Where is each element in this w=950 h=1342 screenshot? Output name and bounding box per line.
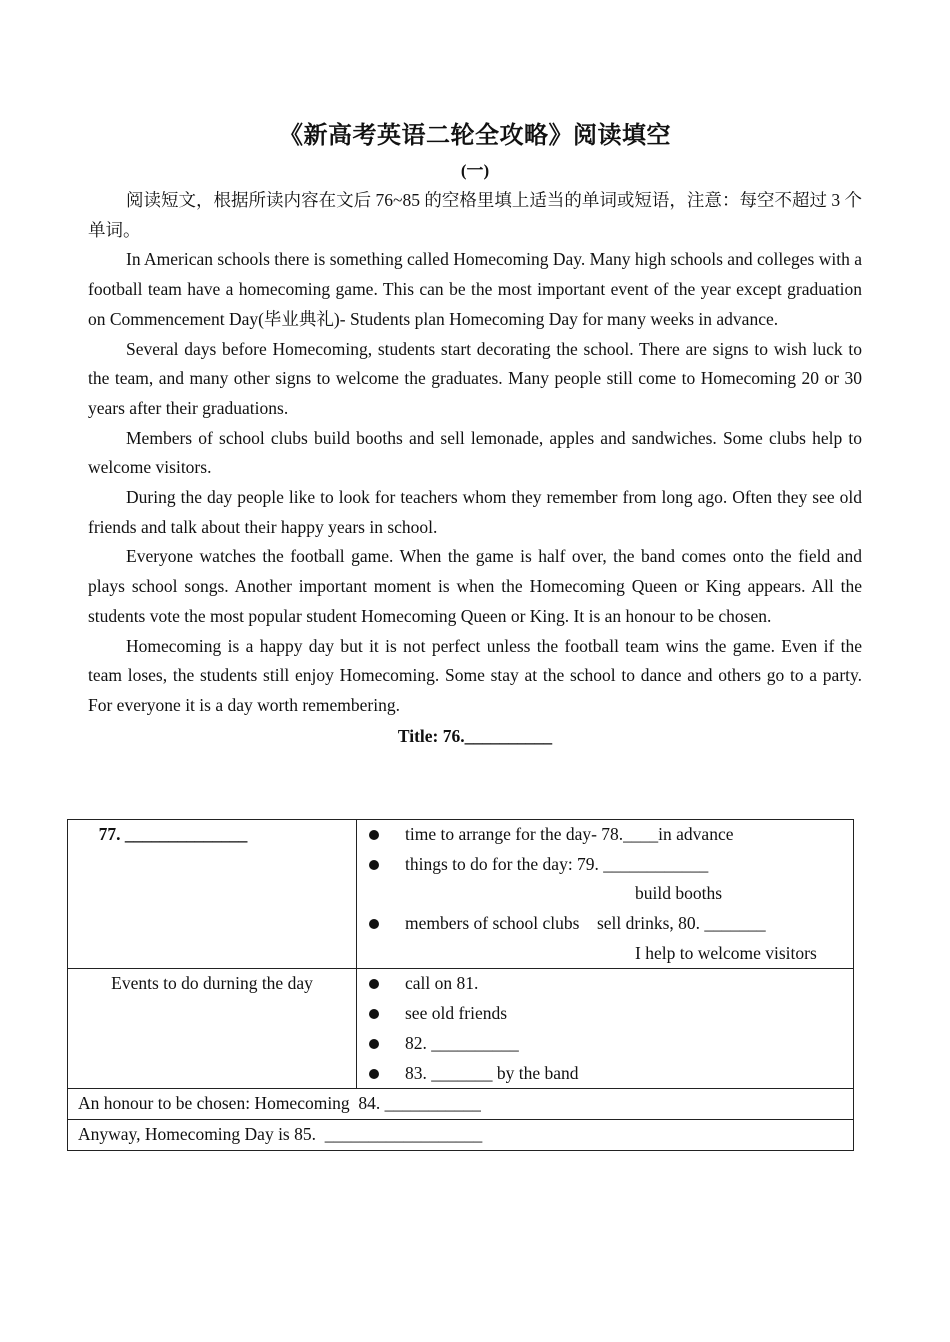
list-item-text: members of school clubs sell drinks, 80. _______ <box>405 913 766 934</box>
table-cell-row1-right <box>357 820 854 969</box>
list-item <box>357 1059 853 1089</box>
bullet-icon <box>369 860 379 870</box>
events-label: Events to do durning the day <box>111 973 313 994</box>
list-item-text: 82. __________ <box>405 1032 519 1053</box>
list-item <box>357 969 853 999</box>
passage-paragraph-5: Everyone watches the football game. When the game is half over, the band comes onto the field and plays school songs. Another important moment is when the Homecoming Queen or King appears. All the students vote the most popular student Homecoming Queen or King. It is an honour to be chosen. <box>88 546 862 626</box>
table-cell-84 <box>68 1089 854 1120</box>
bullet-icon <box>369 1039 379 1049</box>
bullet-icon <box>369 1009 379 1019</box>
document-title: 《新高考英语二轮全攻略》阅读填空 <box>279 123 671 149</box>
list-item-text: things to do for the day: 79. ____________ <box>405 853 709 874</box>
list-item-text: call on 81. <box>405 973 479 994</box>
table-row <box>68 820 854 969</box>
table-title: Title: 76.__________ <box>397 725 553 746</box>
table-cell-row2-right <box>357 969 854 1089</box>
list-item-continuation: build booths <box>635 883 723 904</box>
passage-paragraph-1: In American schools there is something called Homecoming Day. Many high schools and colleges with a football team have a homecoming game. This can be the most important event of the year except graduation on Commencement Day(毕业典礼)- Students plan Homecoming Day for many weeks in advance. <box>88 249 862 329</box>
list-item <box>357 909 853 939</box>
passage-paragraph-3: Members of school clubs build booths and sell lemonade, apples and sandwiches. Some clubs help to welcome visitors. <box>88 427 862 478</box>
passage-paragraph-4: During the day people like to look for teachers whom they remember from long ago. Often they see old friends and talk about their happy years in school. <box>88 487 862 537</box>
document-page <box>88 118 862 751</box>
table-cell-events <box>68 969 357 1089</box>
instruction-text: 阅读短文，根据所读内容在文后 76~85 的空格里填上适当的单词或短语，注意：每空不超过 3 个单词。 <box>88 190 862 240</box>
table-cell-77 <box>68 820 357 969</box>
list-item-text: see old friends <box>405 1003 508 1024</box>
passage-paragraph-6: Homecoming is a happy day but it is not perfect unless the football team wins the game. Even if the team loses, the students still enjoy Homecoming. Some stay at the school to dance and others go to a party. For everyone it is a day worth remembering. <box>88 635 862 715</box>
bullet-icon <box>369 1069 379 1079</box>
list-item <box>357 999 853 1029</box>
table-row <box>68 969 854 1089</box>
anyway-row-text: Anyway, Homecoming Day is 85. __________________ <box>78 1123 483 1144</box>
bullet-icon <box>369 979 379 989</box>
list-item <box>357 850 853 880</box>
table-row <box>68 1119 854 1150</box>
section-number: (一) <box>460 161 490 180</box>
list-item <box>357 820 853 850</box>
list-item-text: 83. _______ by the band <box>405 1062 579 1083</box>
blank-77: 77. ______________ <box>98 824 248 844</box>
list-item-continuation: I help to welcome visitors <box>635 942 817 963</box>
table-cell-85 <box>68 1119 854 1150</box>
table-row <box>68 1089 854 1120</box>
bullet-icon <box>369 919 379 929</box>
list-item <box>357 1029 853 1059</box>
list-item-text: time to arrange for the day- 78.____in advance <box>405 824 734 844</box>
answer-table <box>67 819 854 1151</box>
honour-row-text: An honour to be chosen: Homecoming 84. ___________ <box>78 1093 481 1114</box>
bullet-icon <box>369 830 379 840</box>
passage-paragraph-2: Several days before Homecoming, students start decorating the school. There are signs to wish luck to the team, and many other signs to welcome the graduates. Many people still come to Homecoming 20 or 30 years after their graduations. <box>88 338 862 418</box>
